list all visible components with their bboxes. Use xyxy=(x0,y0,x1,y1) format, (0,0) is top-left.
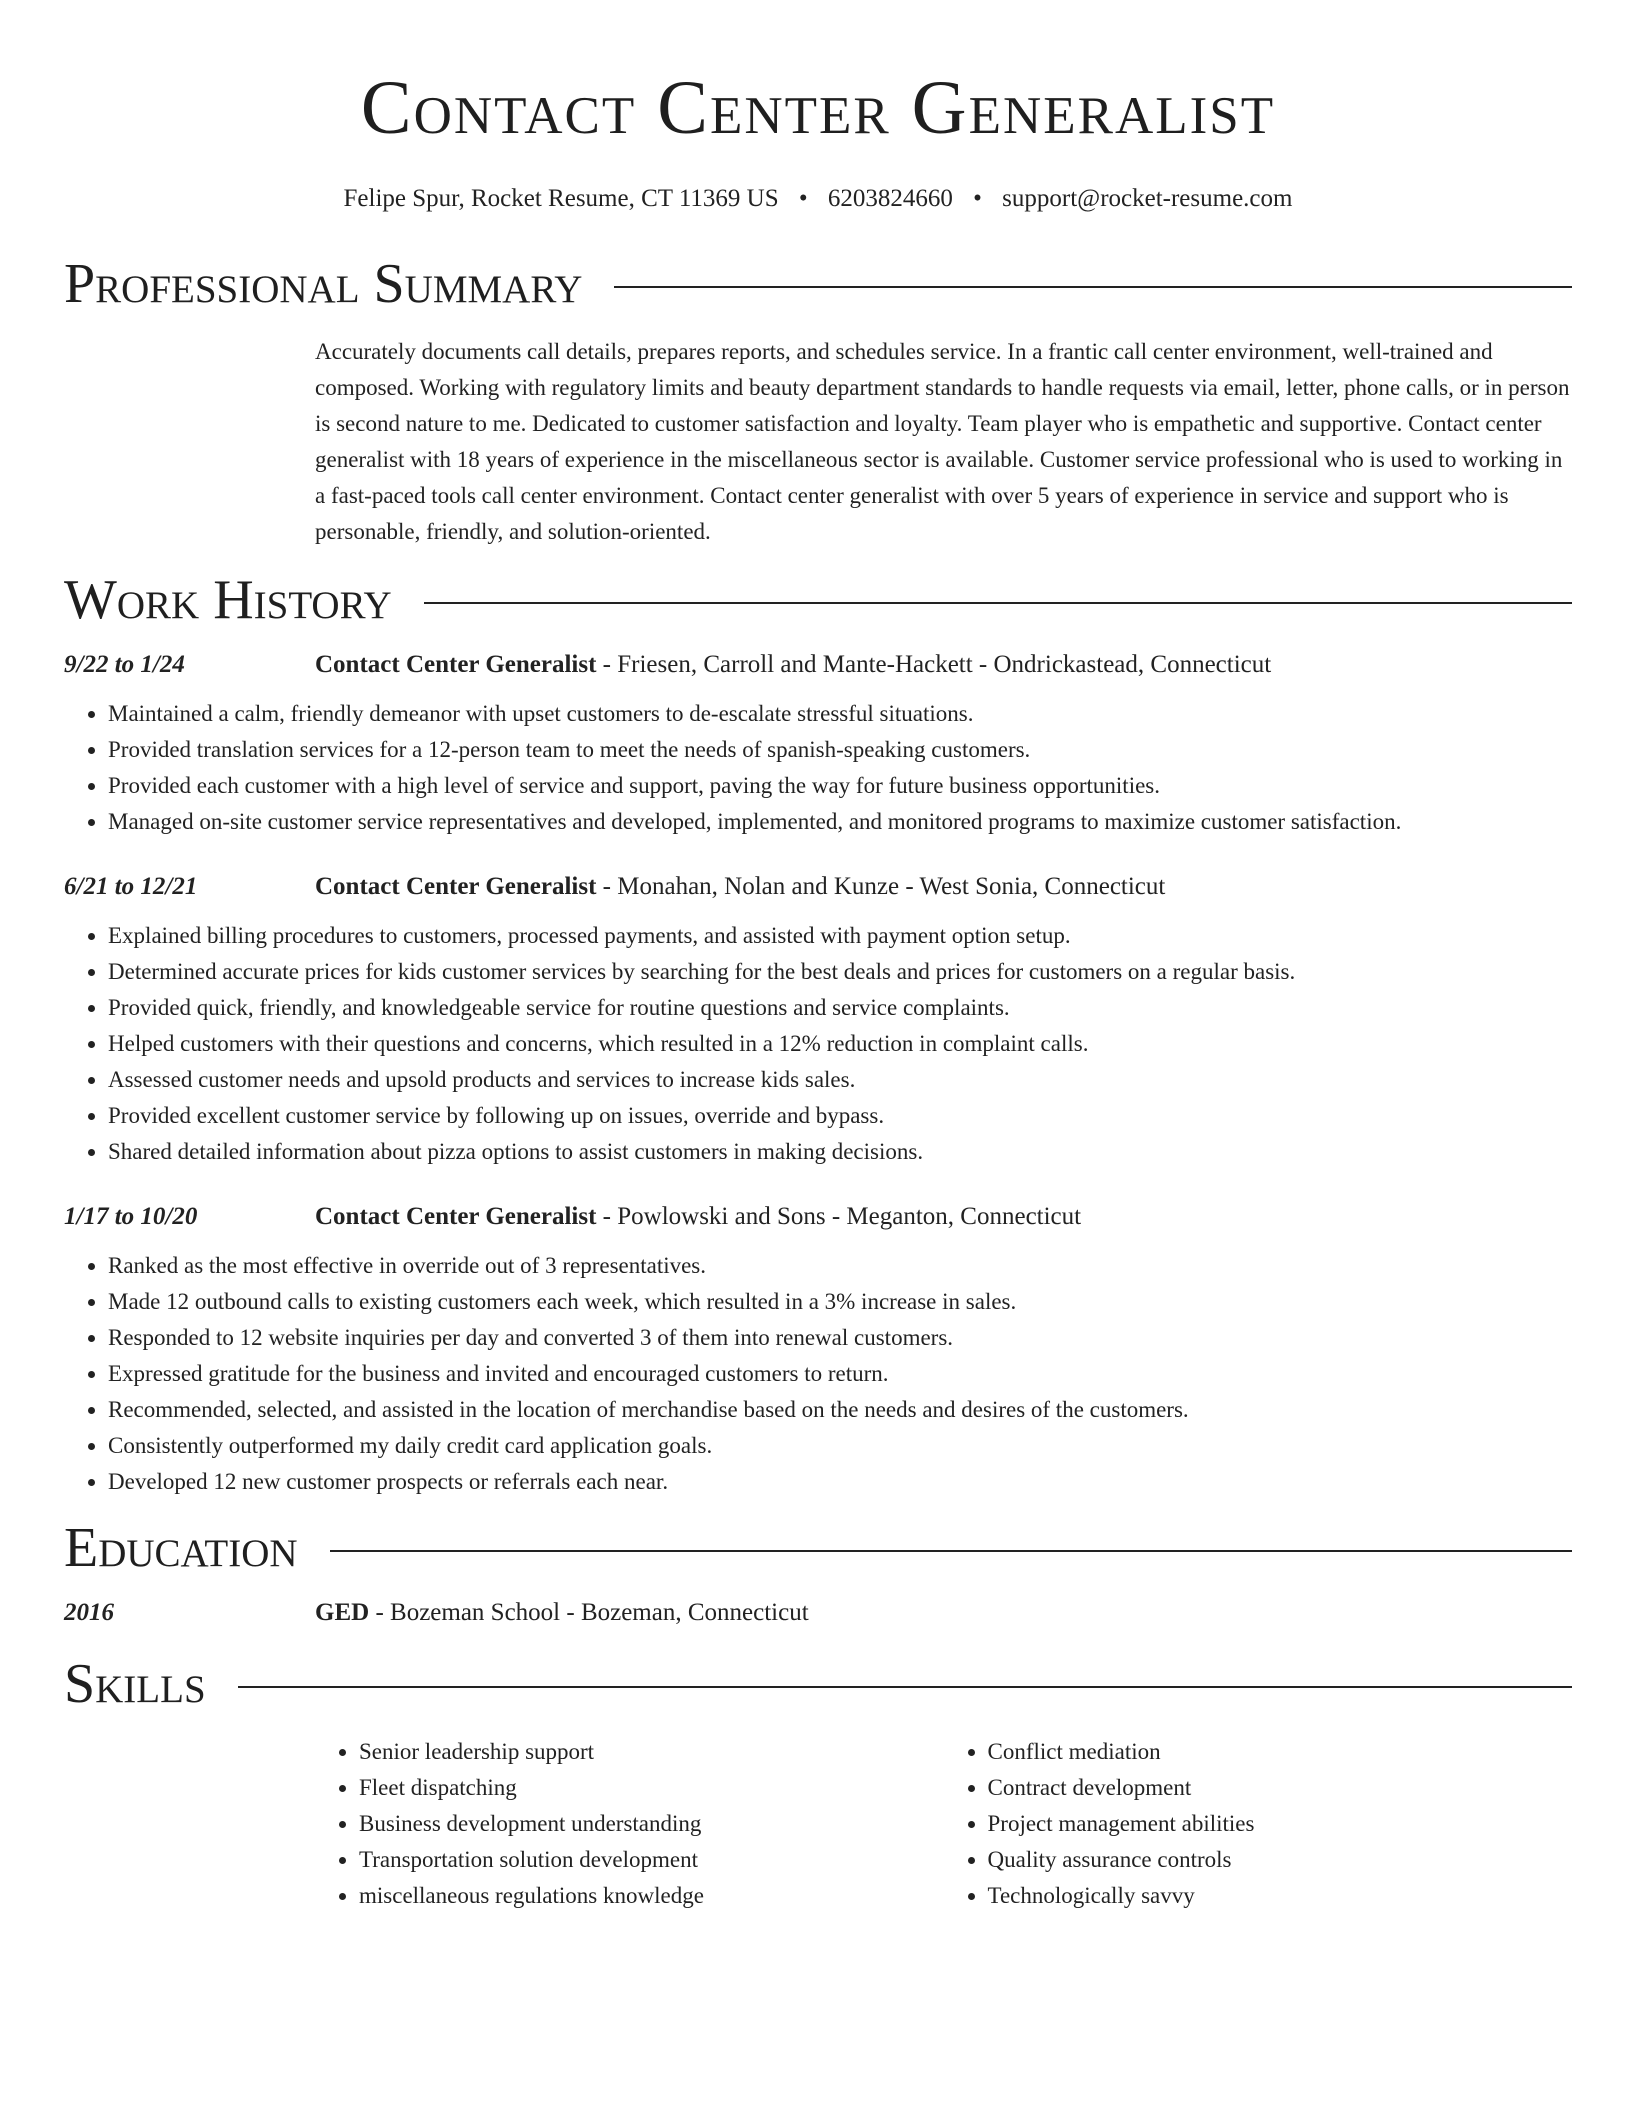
section-divider xyxy=(424,602,1572,604)
skill-item: • Project management abilities xyxy=(988,1806,1573,1842)
resume-page xyxy=(64,0,1572,1914)
education-entry xyxy=(64,1598,1572,1628)
job-position: Contact Center Generalist xyxy=(315,1203,597,1230)
contact-separator: • xyxy=(798,185,808,212)
job-position: Contact Center Generalist xyxy=(315,651,597,678)
list-item: • Assessed customer needs and upsold products and services to increase kids sales. xyxy=(108,1062,1572,1098)
skills-columns xyxy=(315,1734,1572,1914)
job-header xyxy=(64,872,1572,902)
list-item: • Provided each customer with a high level of service and support, paving the way for future business opportunities. xyxy=(108,768,1572,804)
work-history-heading xyxy=(64,568,1572,632)
list-item: • Provided quick, friendly, and knowledgeable service for routine questions and service complaints. xyxy=(108,990,1572,1026)
section-divider xyxy=(330,1550,1572,1552)
contact-address: Felipe Spur, Rocket Resume, CT 11369 US xyxy=(343,185,779,212)
job-entry xyxy=(64,872,1572,1170)
education-section xyxy=(64,1516,1572,1628)
job-bullets xyxy=(64,696,1572,840)
skills-list-left xyxy=(315,1734,944,1914)
education-school: - Bozeman School - Bozeman, Connecticut xyxy=(369,1599,809,1626)
job-header xyxy=(64,1202,1572,1232)
job-entry xyxy=(64,650,1572,840)
job-dates: 1/17 to 10/20 xyxy=(64,1203,198,1230)
list-item: • Responded to 12 website inquiries per day and converted 3 of them into renewal customers. xyxy=(108,1320,1572,1356)
contact-email: support@rocket-resume.com xyxy=(1002,185,1293,212)
job-title-line xyxy=(315,650,1271,680)
skill-item: • Transportation solution development xyxy=(359,1842,944,1878)
resume-title: Contact Center Generalist xyxy=(360,66,1276,150)
contact-phone: 6203824660 xyxy=(827,185,953,212)
list-item: • Ranked as the most effective in override out of 3 representatives. xyxy=(108,1248,1572,1284)
job-entry xyxy=(64,1202,1572,1500)
skill-item: • Senior leadership support xyxy=(359,1734,944,1770)
skills-list-right xyxy=(944,1734,1573,1914)
list-item: • Determined accurate prices for kids customer services by searching for the best deals and prices for customers on a regular basis. xyxy=(108,954,1572,990)
list-item: • Provided translation services for a 12-person team to meet the needs of spanish-speaking customers. xyxy=(108,732,1572,768)
list-item: • Explained billing procedures to customers, processed payments, and assisted with payment option setup. xyxy=(108,918,1572,954)
job-bullets xyxy=(64,1248,1572,1500)
education-detail xyxy=(315,1598,809,1628)
section-divider xyxy=(614,286,1572,288)
list-item: • Managed on-site customer service representatives and developed, implemented, and monitored programs to maximize customer satisfaction. xyxy=(108,804,1572,840)
list-item: • Helped customers with their questions and concerns, which resulted in a 12% reduction in complaint calls. xyxy=(108,1026,1572,1062)
skills-section xyxy=(64,1652,1572,1914)
job-employer: - Powlowski and Sons - Meganton, Connecticut xyxy=(596,1203,1082,1230)
list-item: • Maintained a calm, friendly demeanor with upset customers to de-escalate stressful situations. xyxy=(108,696,1572,732)
job-employer: - Monahan, Nolan and Kunze - West Sonia, Connecticut xyxy=(596,873,1166,900)
education-degree: GED xyxy=(315,1599,370,1626)
list-item: • Shared detailed information about pizza options to assist customers in making decisions. xyxy=(108,1134,1572,1170)
list-item: • Consistently outperformed my daily credit card application goals. xyxy=(108,1428,1572,1464)
skill-item: • Business development understanding xyxy=(359,1806,944,1842)
job-title-line xyxy=(315,872,1165,902)
job-header xyxy=(64,650,1572,680)
section-title: Skills xyxy=(64,1653,206,1715)
job-employer: - Friesen, Carroll and Mante-Hackett - Ondrickastead, Connecticut xyxy=(596,651,1272,678)
job-dates: 9/22 to 1/24 xyxy=(64,651,185,678)
skill-item: • Quality assurance controls xyxy=(988,1842,1573,1878)
summary-section xyxy=(64,252,1572,550)
summary-text: Accurately documents call details, prepares reports, and schedules service. In a frantic call center environment, well-trained and composed. Working with regulatory limits and beauty department standards to handle requests via email, letter, phone calls, or in person is second nature to me. Dedicated to customer satisfaction and loyalty. Team player who is empathetic and supportive. Contact center generalist with 18 years of experience in the miscellaneous sector is available. Customer service professional who is used to working in a fast-paced tools call center environment. Contact center generalist with over 5 years of experience in service and support who is personable, friendly, and solution-oriented. xyxy=(315,339,1570,544)
section-title: Professional Summary xyxy=(64,253,583,315)
job-title-line xyxy=(315,1202,1081,1232)
job-dates: 6/21 to 12/21 xyxy=(64,873,198,900)
skill-item: • Conflict mediation xyxy=(988,1734,1573,1770)
skill-item: • Technologically savvy xyxy=(988,1878,1573,1914)
list-item: • Made 12 outbound calls to existing customers each week, which resulted in a 3% increase in sales. xyxy=(108,1284,1572,1320)
section-title: Education xyxy=(64,1517,298,1579)
skill-item: • miscellaneous regulations knowledge xyxy=(359,1878,944,1914)
education-heading xyxy=(64,1516,1572,1580)
skill-item: • Contract development xyxy=(988,1770,1573,1806)
work-history-section xyxy=(64,568,1572,1500)
job-position: Contact Center Generalist xyxy=(315,873,597,900)
skills-heading xyxy=(64,1652,1572,1716)
list-item: • Recommended, selected, and assisted in the location of merchandise based on the needs and desires of the customers. xyxy=(108,1392,1572,1428)
section-title: Work History xyxy=(64,569,392,631)
contact-separator: • xyxy=(973,185,982,212)
education-year: 2016 xyxy=(64,1599,114,1626)
list-item: • Provided excellent customer service by following up on issues, override and bypass. xyxy=(108,1098,1572,1134)
list-item: • Developed 12 new customer prospects or referrals each near. xyxy=(108,1464,1572,1500)
list-item: • Expressed gratitude for the business and invited and encouraged customers to return. xyxy=(108,1356,1572,1392)
contact-line xyxy=(64,184,1572,214)
skill-item: • Fleet dispatching xyxy=(359,1770,944,1806)
section-divider xyxy=(238,1686,1572,1688)
job-bullets xyxy=(64,918,1572,1170)
summary-heading xyxy=(64,252,1572,316)
